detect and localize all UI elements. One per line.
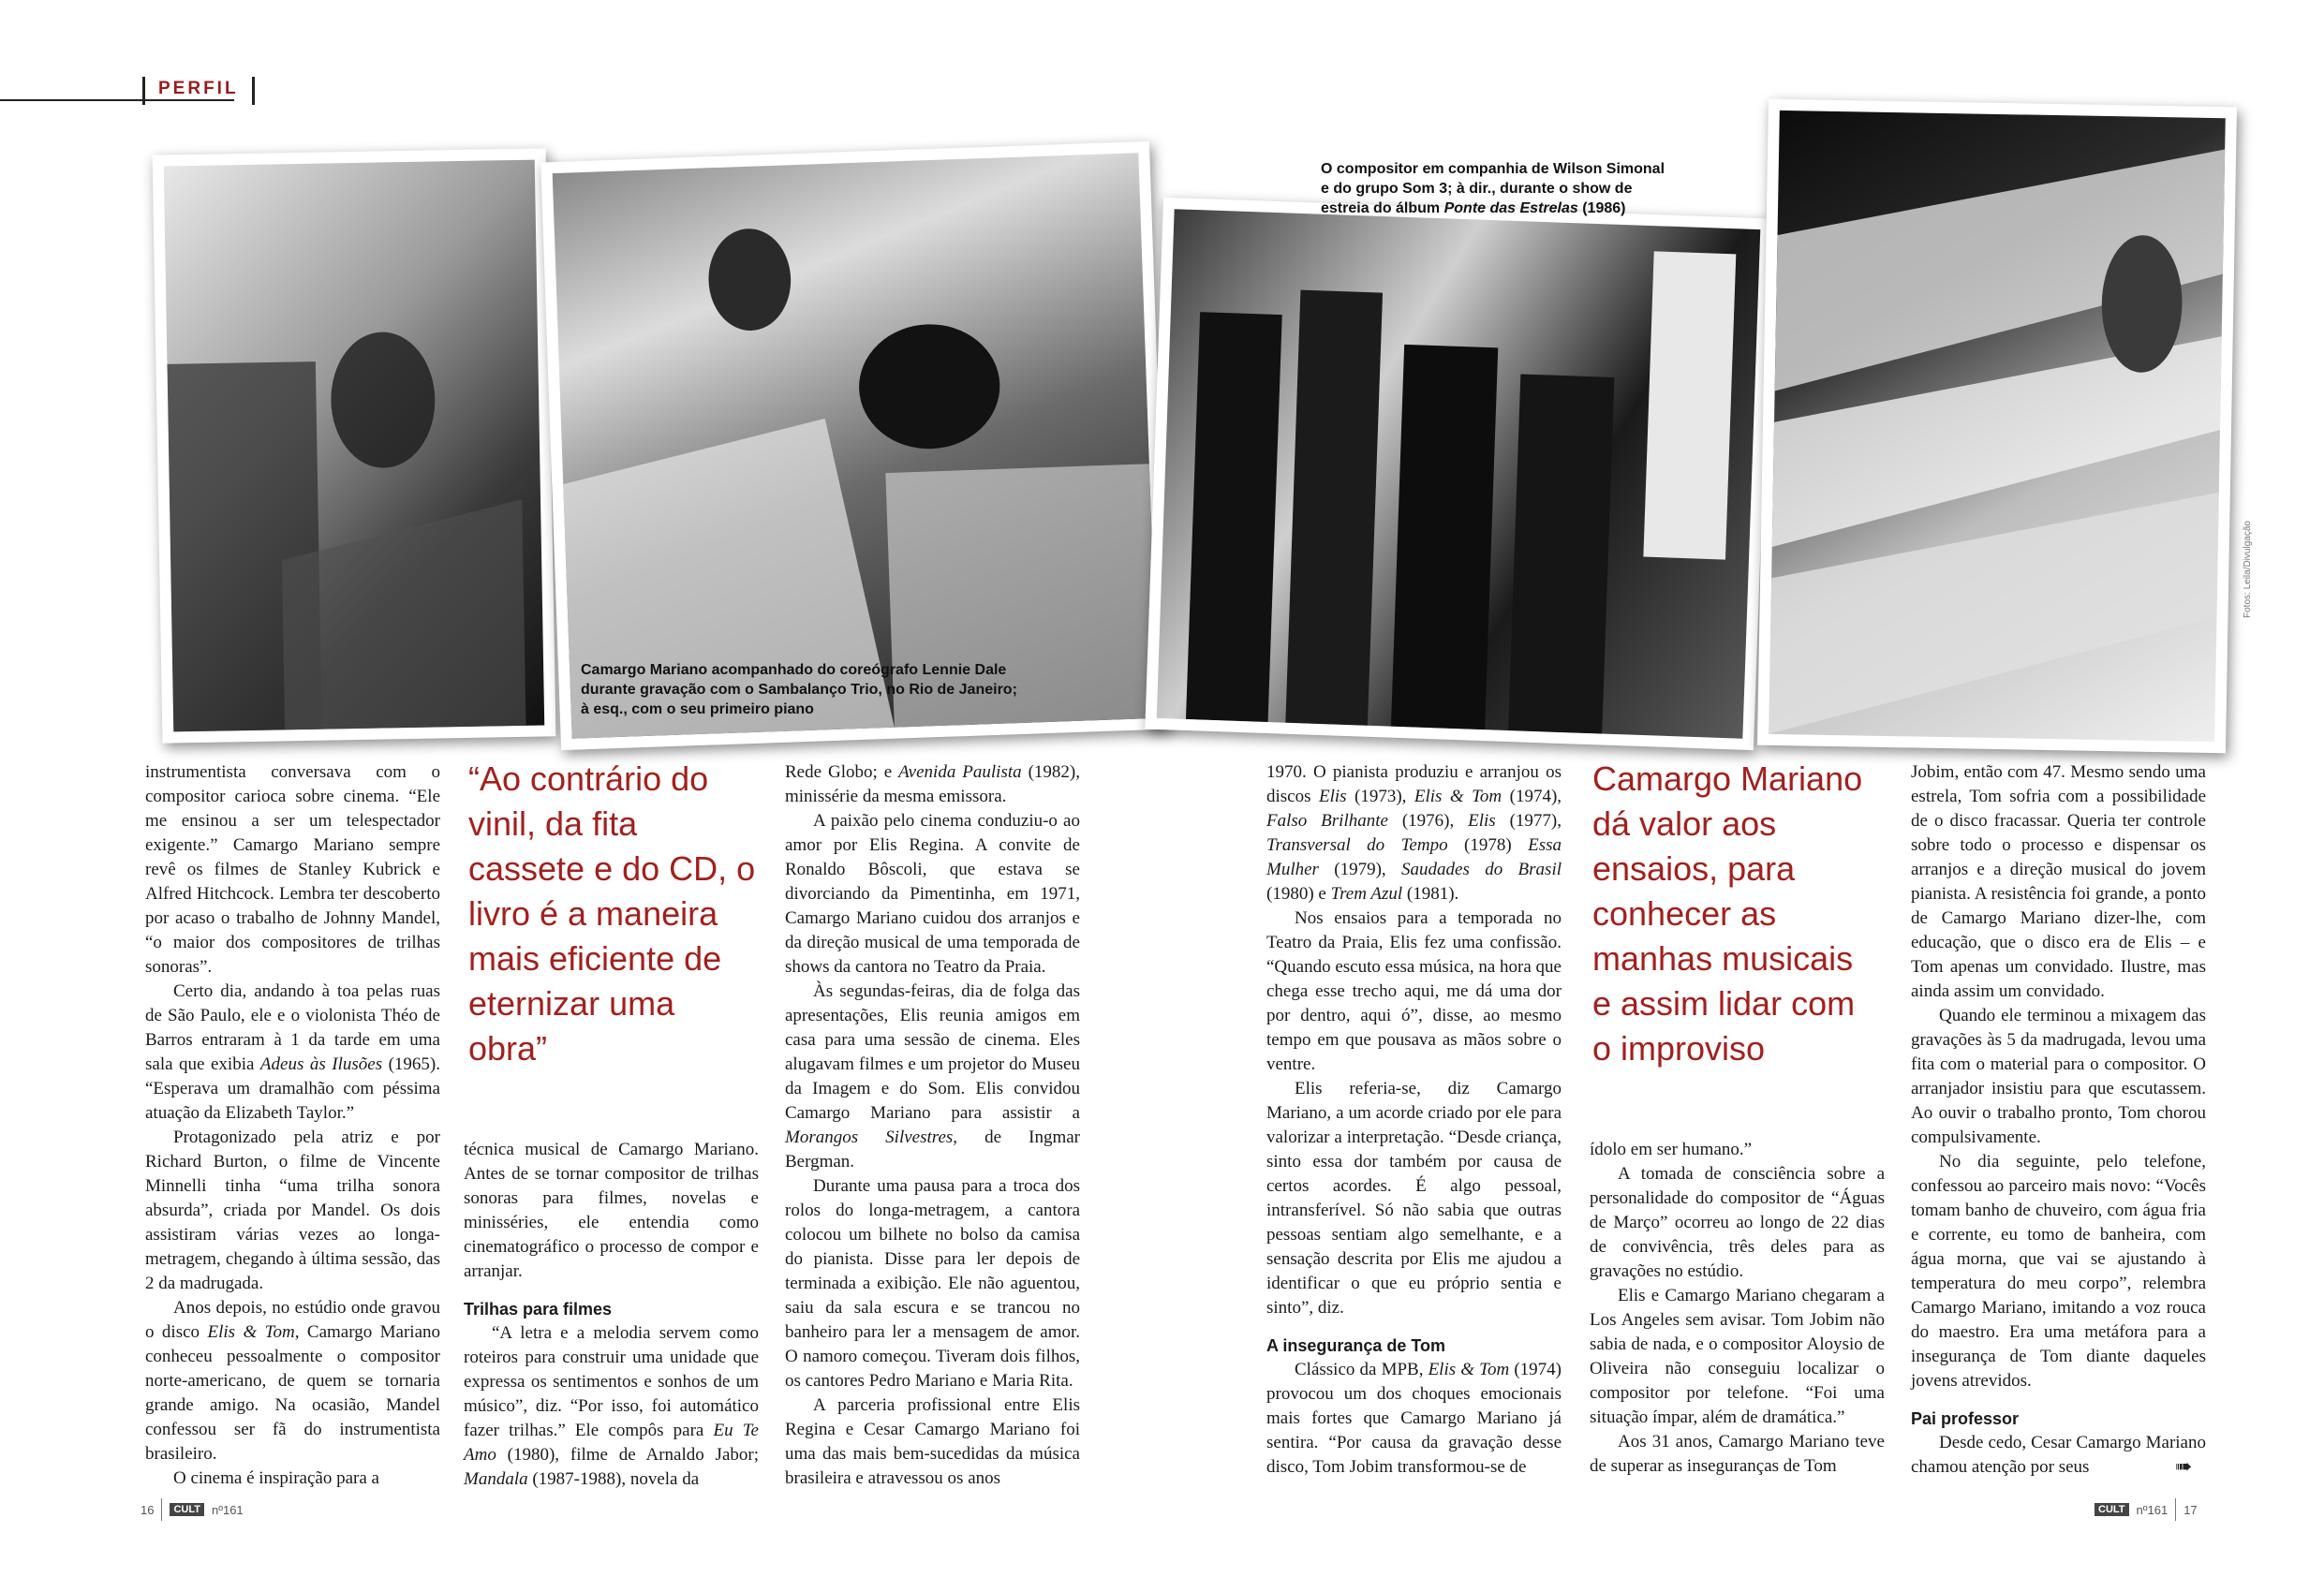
pull-quote-right: Camargo Mariano dá valor aos ensaios, para conhecer as manhas musicais e assim lidar com o improviso — [1592, 759, 1863, 1068]
body-column-5: ídolo em ser humano.” A tomada de consciência sobre a personalidade do compositor de “Águas de Março” ocorreu ao longo de 22 dias de convivência, três deles para as gravações no estúdio. Elis e Camargo Mariano chegaram a Los Angeles sem avisar. Tom Jobim não sabia de nada, e o compositor Aloysio de Oliveira não conseguiu localizar o compositor por telefone. “Foi uma situação ímpar, além de dramática.” Aos 31 anos, Camargo Mariano teve de superar as inseguranças de Tom — [1590, 1140, 1885, 1476]
photo-first-piano — [153, 148, 556, 743]
photo-show-keyboards — [1757, 99, 2237, 754]
page-number-left: 16 — [141, 1502, 155, 1517]
subhead-pai: Pai professor — [1911, 1409, 2020, 1428]
page-number-right: 17 — [2183, 1502, 2198, 1517]
cult-logo: CULT — [170, 1503, 204, 1516]
folio-left — [141, 1498, 244, 1521]
folio-divider — [161, 1498, 162, 1521]
subhead-inseguranca: A insegurança de Tom — [1266, 1336, 1446, 1355]
folio-divider — [2175, 1498, 2176, 1521]
caption-left: Camargo Mariano acompanhado do coreógrafo Lennie Dale durante gravação com o Sambalanço Trio, no Rio de Janeiro; à esq., com o seu primeiro piano — [581, 662, 1017, 717]
cult-logo: CULT — [2095, 1503, 2129, 1516]
subhead-trilhas: Trilhas para filmes — [464, 1300, 613, 1319]
body-column-6: Jobim, então com 47. Mesmo sendo uma estrela, Tom sofria com a possibilidade de o disco fracassar. Queria ter controle sobre todo o processo e dispensar os arranjos e a direção musical do jovem pianista. A resistência foi grande, a ponto de Camargo Mariano dizer-lhe, com educação, que o disco era de Elis – e Tom apenas um convidado. Ilustre, mas ainda assim um convidado. Quando ele terminou a mixagem das gravações às 5 da madrugada, levou uma fita com o material para o compositor. O arranjador insistiu para que escutassem. Ao ouvir o trabalho pronto, Tom chorou compulsivamente. No dia seguinte, pelo telefone, confessou ao parceiro mais novo: “Vocês tomam banho de chuveiro, com água fria e corrente, eu tomo de banheira, com água morna, que vai se ajustando à temperatura do meu corpo”, relembra Camargo Mariano, imitando a voz rouca do maestro. Era uma metáfora para a insegurança de Tom diante daqueles jovens atrevidos. Pai professor Desde cedo, Cesar Camargo Mariano chamou atenção por seus — [1911, 762, 2206, 1477]
section-tag: PERFIL — [142, 77, 255, 105]
body-column-3: Rede Globo; e Avenida Paulista (1982), minissérie da mesma emissora. A paixão pelo cinema conduziu-o ao amor por Elis Regina. A convite de Ronaldo Bôscoli, que estava se divorciando da Pimentinha, em 1971, Camargo Mariano cuidou dos arranjos e da direção musical de uma temporada de shows da cantora no Teatro da Praia. Às segundas-feiras, dia de folga das apresentações, Elis reunia amigos em casa para uma sessão de cinema. Eles alugavam filmes e um projetor do Museu da Imagem e do Som. Elis convidou Camargo Mariano para assistir a Morangos Silvestres, de Ingmar Bergman. Durante uma pausa para a troca dos rolos do longa-metragem, a cantora colocou um bilhete no bolso da camisa do pianista. Disse para ler depois de terminada a exibição. Ele não aguentou, saiu da sala escura e se trancou no banheiro para ler a mensagem de amor. O namoro começou. Tiveram dois filhos, os cantores Pedro Mariano e Maria Rita. A parceria profissional entre Elis Regina e Cesar Camargo Mariano foi uma das mais bem-sucedidas da música brasileira e atravessou os anos — [785, 762, 1080, 1488]
caption-right: O compositor em companhia de Wilson Simonal e do grupo Som 3; à dir., durante o show de estreia do álbum Ponte das Estrelas (1986) — [1321, 161, 1665, 216]
issue-number-right: nº161 — [2136, 1502, 2169, 1517]
photo-recording-session — [540, 141, 1170, 750]
body-column-4: 1970. O pianista produziu e arranjou os discos Elis (1973), Elis & Tom (1974), Falso Brilhante (1976), Elis (1977), Transversal do Tempo (1978) Essa Mulher (1979), Saudades do Brasil (1980) e Trem Azul (1981). Nos ensaios para a temporada no Teatro da Praia, Elis fez uma confissão. “Quando escuto essa música, na hora que chega esse trecho aqui, me dá uma dor por dentro, aqui ó”, disse, ao mesmo tempo em que pousava as mãos sobre o ventre. Elis referia-se, diz Camargo Mariano, a um acorde criado por ele para valorizar a interpretação. “Desde criança, sinto essa dor também por causa de certos acordes. É algo pessoal, intransferível. Só não sabia que outras pessoas sentiam algo semelhante, e a sensação descrita por Elis me ajudou a identificar o que eu próprio sentia e sinto”, diz. A insegurança de Tom Clássico da MPB, Elis & Tom (1974) provocou um dos choques emocionais mais fortes que Camargo Mariano já sentira. “Por causa da gravação desse disco, Tom Jobim transformou-se de — [1266, 762, 1562, 1477]
pull-quote-left: “Ao contrário do vinil, da fita cassete e do CD, o livro é a maneira mais eficiente de eternizar uma obra” — [468, 759, 756, 1068]
folio-right — [2095, 1498, 2198, 1521]
body-column-1: instrumentista conversava com o compositor carioca sobre cinema. “Ele me ensinou a ser um telespectador exigente.” Camargo Mariano sempre revê os filmes de Stanley Kubrick e Alfred Hitchcock. Lembra ter descoberto por acaso o trabalho de Johnny Mandel, “o maior dos compositores de trilhas sonoras”. Certo dia, andando à toa pelas ruas de São Paulo, ele e o violonista Théo de Barros entraram à 1 da tarde em uma sala que exibia Adeus às Ilusões (1965). “Esperava um dramalhão com péssima atuação da Elizabeth Taylor.” Protagonizado pela atriz e por Richard Burton, o filme de Vincente Minnelli tinha “uma trilha sonora absurda”, criada por Mandel. Os dois assistiram várias vezes ao longa-metragem, chegando à última sessão, das 2 da madrugada. Anos depois, no estúdio onde gravou o disco Elis & Tom, Camargo Mariano conheceu pessoalmente o compositor norte-americano, de quem se tornaria grande amigo. Na ocasião, Mandel confessou ser fã do instrumentista brasileiro. O cinema é inspiração para a — [145, 762, 441, 1488]
photo-credit: Fotos: Leila/Divulgação — [2243, 521, 2253, 618]
continue-arrow-icon: ➠ — [2175, 1455, 2193, 1479]
photo-with-simonal — [1145, 198, 1771, 750]
issue-number-left: nº161 — [211, 1502, 244, 1517]
body-column-2: técnica musical de Camargo Mariano. Antes de se tornar compositor de trilhas sonoras para filmes, novelas e minisséries, ele entendia como cinematográfico o processo de compor e arranjar. Trilhas para filmes “A letra e a melodia servem como roteiros para construir uma unidade que expressa os sentimentos e sonhos de um músico”, diz. “Por isso, foi automático fazer trilhas.” Ele compôs para Eu Te Amo (1980), filme de Arnaldo Jabor; Mandala (1987-1988), novela da — [464, 1140, 759, 1489]
